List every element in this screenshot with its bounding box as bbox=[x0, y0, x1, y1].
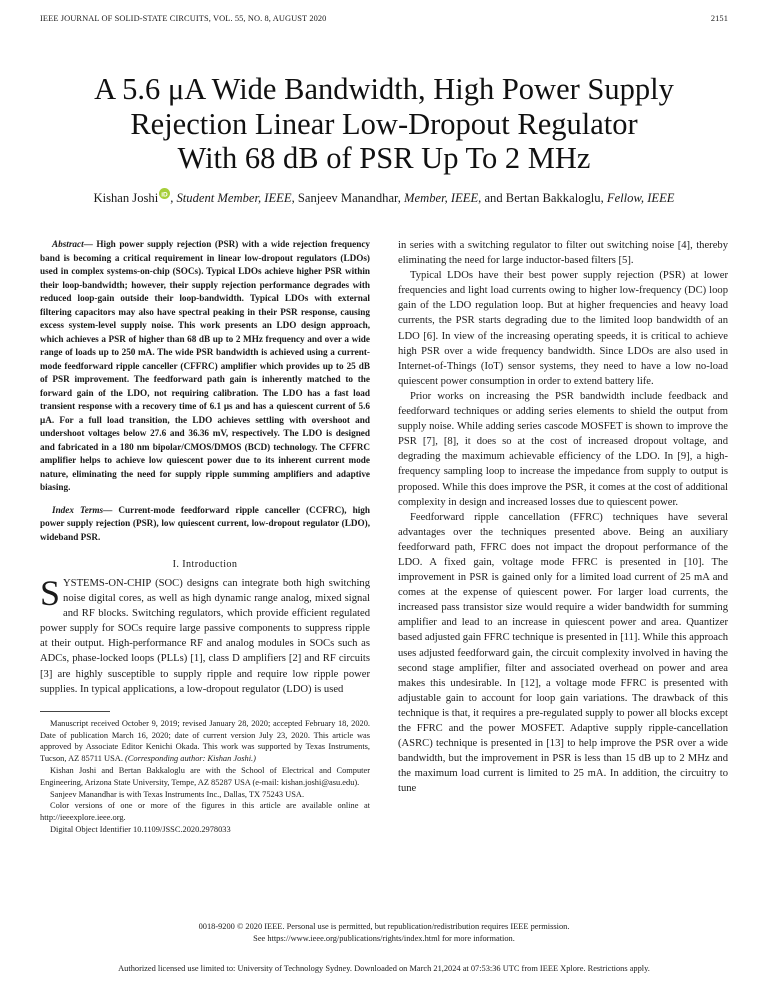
copyright-notice bbox=[40, 921, 728, 945]
author-list: Kishan Joshi iD , Student Member, IEEE, Sanjeev Manandhar, Member, IEEE, and Bertan Bakkaloglu, Fellow, IEEE bbox=[30, 188, 738, 206]
body-paragraph-3: Prior works on increasing the PSR bandwidth include feedback and feedforward techniques or adding series elements to shield the output from supply noise. While adding series cascode MOSFET is shown to improve the PSR [7], [8], it does so at the cost of increased dropout voltage, and degrading the maximum achievable efficiency of the LDO. In [9], a high-frequency sampling loop to increase the impedance from supply to output is proposed. While this does improve the PSR, it comes at the cost of additional complexity in design and increased losses due to quiescent power. bbox=[398, 390, 728, 508]
title-line-1: A 5.6 μA Wide Bandwidth, High Power Supply bbox=[94, 72, 674, 106]
footnote-divider bbox=[40, 711, 110, 712]
orcid-icon[interactable] bbox=[159, 188, 170, 199]
footnote-corresponding: (Corresponding author: Kishan Joshi.) bbox=[125, 754, 256, 764]
body-paragraph-2: Typical LDOs have their best power supply rejection (PSR) at lower frequencies and light load currents owing to higher low-frequency (DC) loop gain of the LDO regulation loop. But at higher frequencies and heavy load currents, the PSR starts degrading due to the limited loop bandwidth of an LDO [6]. In view of the increasing operating speeds, it is critical to achieve high PSR over a wide frequency bandwidth. Since LDOs are also used in Internet-of-Things (IoT) sensor systems, they need to have a low no-load quiescent power consumption in order to extend battery life. bbox=[398, 270, 728, 387]
body-paragraph-4: Feedforward ripple cancellation (FFRC) techniques have several advantages over the techniques presented above. Being an auxiliary feedforward path, FFRC does not impact the dropout performance of the LDO. A fixed gain, voltage mode FFRC is presented in [10]. The improvement in PSR is gained only for a limited load current of 25 mA and comes at the expense of quiescent power. For larger load currents, the increased pass transistor size would require a wider bandwidth for summing amplifier and lead to an increase in quiescent power and area. Quantizer based adjusted gain FFRC technique is presented in [11]. While this approach uses adjusted feedforward gain, the circuit complexity involved in having the second stage amplifier, filter and associated overhead on power and area makes this undesirable. In [12], a voltage mode FFRC is presented with adjustable gain to account for loop gain variations. The drawback of this technique is that, it requires a pre-regulated supply to power all blocks except the FFRC and the power MOSFET. Adaptive supply ripple-cancellation (ASRC) technique is presented in [13] to help improve the PSR over a wide bandwidth, but the improvement in PSR is less than 15 dB up to 2 MHz and the maximum load current is limited to 25 mA. In addition, the circuitry to tune bbox=[398, 511, 728, 795]
license-notice: Authorized licensed use limited to: University of Technology Sydney. Downloaded on March 21,2024 at 07:53:36 UTC from IEEE Xplore. Restrictions apply. bbox=[118, 964, 650, 973]
author-3-name: , and Bertan Bakkaloglu, bbox=[478, 191, 604, 205]
intro-text: (SOC) designs can integrate both high switching noise digital cores, as well as high dynamic range analog, mixed signal and RF blocks. Switching regulators, which provide efficient regulated power supply for SOCs require large passive components to suppress ripple at their output. High-performance RF and analog modules in SOCs such as ADCs, phase-locked loops (PLLs) [1], class D amplifiers [2] and RF circuits [3] are highly susceptible to supply ripple and require low ripple power supplies. In typical applications, a low-dropout regulator (LDO) is used bbox=[40, 578, 370, 695]
footnote-color: Color versions of one or more of the figures in this article are available online at http://ieeexplore.ieee.org. bbox=[40, 801, 370, 823]
footnote-received: Manuscript received October 9, 2019; revised January 28, 2020; accepted February 18, 2020. Date of publication March 16, 2020; date of current version July 23, 2020. This article was approved by Associate Editor Kenichi Okada. This work was supported by Texas Instruments, Tucson, AZ 85711 USA. (Corresponding author: Kishan Joshi.) bbox=[40, 718, 370, 764]
footnote-doi: Digital Object Identifier 10.1109/JSSC.2020.2978033 bbox=[50, 824, 231, 834]
copyright-line-1: 0018-9200 © 2020 IEEE. Personal use is permitted, but republication/redistribution requires IEEE permission. bbox=[198, 922, 570, 931]
intro-first-word: YSTEMS-ON-CHIP bbox=[63, 578, 151, 589]
left-column bbox=[40, 238, 370, 836]
svg-text:iD: iD bbox=[161, 191, 168, 199]
abstract-lead: Abstract bbox=[52, 239, 84, 249]
journal-name: IEEE JOURNAL OF SOLID-STATE CIRCUITS, VOL. 55, NO. 8, AUGUST 2020 bbox=[40, 14, 327, 23]
copyright-line-2: See https://www.ieee.org/publications/rights/index.html for more information. bbox=[253, 934, 515, 943]
author-1-role: Student Member, IEEE bbox=[176, 191, 292, 205]
author-3-role: Fellow, IEEE bbox=[606, 191, 675, 205]
abstract-text: — High power supply rejection (PSR) with a wide rejection frequency band is becoming a critical requirement in linear low-dropout regulators (LDOs) used in complex systems-on-chip (SOCs). Typical LDOs achieve higher PSR within their loop-bandwidth; however, their supply rejection performance degrades with reduced loop-gain outside their loop-bandwidth. Typical LDOs with external filtering capacitors may also have spectral peaking in their PSR response, causing excess system-level supply noise. This work presents an LDO design approach, which achieves a PSR of higher than 68 dB up to 2 MHz frequency and over a wide range of loads up to 250 mA. The wide PSR bandwidth is achieved using a current-mode feedforward ripple canceller (CFFRC) amplifier which provides up to 25 dB of PSR improvement. The feedforward path gain is inherently matched to the forward gain of the LDO, not requiring calibration. The LDO has a fast load transient response with a recovery time of 6.1 μs and has a quiescent current of 5.6 μA. For a full load transition, the LDO achieves settling with overshoot and undershoot voltages below 27.6 and 36.36 mV, respectively. The LDO is designed and fabricated in a 180 nm bipolar/CMOS/DMOS (BCD) technology. The CFFRC amplifier helps to achieve low quiescent power due to its inherent current mode nature, eliminating the need for supply ripple summing amplifiers and adaptive biasing. bbox=[40, 239, 370, 492]
footnote-affiliation-1: Kishan Joshi and Bertan Bakkaloglu are with the School of Electrical and Computer Engineering, Arizona State University, Tempe, AZ 85287 USA (e-mail: kishan.joshi@asu.edu). bbox=[40, 765, 370, 787]
drop-cap: S bbox=[40, 573, 61, 613]
page-number: 2151 bbox=[710, 14, 728, 23]
author-2-name: Sanjeev Manandhar, bbox=[297, 191, 401, 205]
index-terms bbox=[40, 504, 370, 545]
running-header bbox=[40, 14, 728, 23]
paper-title bbox=[30, 72, 738, 176]
body-paragraph-1: in series with a switching regulator to filter out switching noise [4], thereby eliminating the need for large inductor-based filters [5]. bbox=[398, 240, 728, 267]
title-line-2: Rejection Linear Low-Dropout Regulator bbox=[130, 106, 638, 141]
title-line-3: With 68 dB of PSR Up To 2 MHz bbox=[177, 141, 591, 175]
abstract bbox=[40, 238, 370, 495]
intro-paragraph bbox=[40, 573, 370, 697]
index-terms-text: — Current-mode feedforward ripple canceller (CCFRC), high power supply rejection (PSR), low quiescent current, low-dropout regulator (LDO), wideband PSR. bbox=[40, 504, 370, 542]
index-terms-lead: Index Terms bbox=[52, 504, 104, 515]
right-column bbox=[398, 238, 728, 796]
author-2-role: Member, IEEE bbox=[404, 191, 479, 205]
footnote-affiliation-2: Sanjeev Manandhar is with Texas Instruments Inc., Dallas, TX 75243 USA. bbox=[50, 789, 305, 799]
section-heading: I. Introduction bbox=[172, 559, 238, 570]
author-1-name: Kishan Joshi bbox=[93, 191, 159, 205]
